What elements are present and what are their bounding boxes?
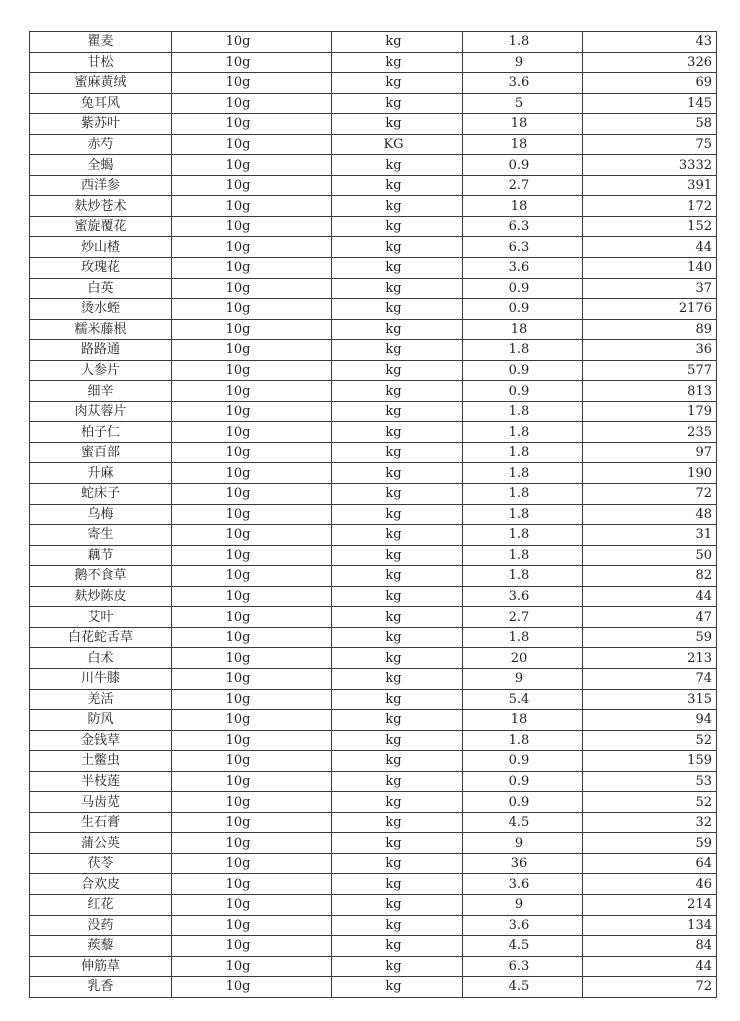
quantity-cell: 1.8 [463,545,583,566]
quantity-cell: 0.9 [463,155,583,176]
unit-cell: kg [332,73,463,94]
quantity-cell: 6.3 [463,237,583,258]
quantity-cell: 5.4 [463,689,583,710]
amount-cell: 47 [583,607,717,628]
amount-cell: 64 [583,853,717,874]
unit-cell: kg [332,648,463,669]
quantity-cell: 1.8 [463,32,583,53]
amount-cell: 59 [583,833,717,854]
quantity-cell: 4.5 [463,977,583,998]
quantity-cell: 18 [463,319,583,340]
herb-name-cell: 人参片 [30,360,172,381]
quantity-cell: 0.9 [463,360,583,381]
unit-cell: kg [332,196,463,217]
table-row [30,401,717,422]
quantity-cell: 18 [463,196,583,217]
spec-cell: 10g [172,114,332,135]
spec-cell: 10g [172,463,332,484]
herb-name-cell: 白花蛇舌草 [30,627,172,648]
amount-cell: 813 [583,381,717,402]
unit-cell: kg [332,977,463,998]
herb-name-cell: 烫水蛭 [30,299,172,320]
quantity-cell: 36 [463,853,583,874]
unit-cell: kg [332,627,463,648]
table-row [30,381,717,402]
amount-cell: 134 [583,915,717,936]
quantity-cell: 0.9 [463,792,583,813]
herb-name-cell: 寄生 [30,525,172,546]
herb-name-cell: 半枝莲 [30,771,172,792]
quantity-cell: 0.9 [463,278,583,299]
quantity-cell: 9 [463,894,583,915]
quantity-cell: 18 [463,114,583,135]
amount-cell: 391 [583,175,717,196]
quantity-cell: 3.6 [463,874,583,895]
unit-cell: kg [332,915,463,936]
quantity-cell: 18 [463,134,583,155]
quantity-cell: 6.3 [463,956,583,977]
unit-cell: kg [332,442,463,463]
table-row [30,730,717,751]
quantity-cell: 1.8 [463,422,583,443]
herb-name-cell: 细辛 [30,381,172,402]
herb-name-cell: 全蝎 [30,155,172,176]
amount-cell: 326 [583,52,717,73]
quantity-cell: 0.9 [463,751,583,772]
amount-cell: 37 [583,278,717,299]
unit-cell: kg [332,586,463,607]
unit-cell: kg [332,52,463,73]
unit-cell: kg [332,689,463,710]
amount-cell: 89 [583,319,717,340]
amount-cell: 190 [583,463,717,484]
table-row [30,874,717,895]
spec-cell: 10g [172,155,332,176]
spec-cell: 10g [172,894,332,915]
amount-cell: 82 [583,566,717,587]
amount-cell: 48 [583,504,717,525]
table-row [30,689,717,710]
herb-name-cell: 蒺藜 [30,936,172,957]
spec-cell: 10g [172,730,332,751]
table-row [30,442,717,463]
unit-cell: kg [332,422,463,443]
herb-name-cell: 茯苓 [30,853,172,874]
amount-cell: 140 [583,258,717,279]
unit-cell: kg [332,771,463,792]
table-row [30,93,717,114]
amount-cell: 44 [583,956,717,977]
quantity-cell: 2.7 [463,607,583,628]
herb-name-cell: 麸炒陈皮 [30,586,172,607]
spec-cell: 10g [172,833,332,854]
unit-cell: kg [332,360,463,381]
table-row [30,792,717,813]
unit-cell: kg [332,319,463,340]
table-row [30,237,717,258]
herb-name-cell: 玫瑰花 [30,258,172,279]
quantity-cell: 1.8 [463,627,583,648]
table-row [30,32,717,53]
quantity-cell: 9 [463,52,583,73]
table-row [30,134,717,155]
amount-cell: 213 [583,648,717,669]
spec-cell: 10g [172,525,332,546]
table-body [30,32,717,998]
quantity-cell: 18 [463,710,583,731]
herb-name-cell: 伸筋草 [30,956,172,977]
unit-cell: kg [332,874,463,895]
spec-cell: 10g [172,915,332,936]
unit-cell: kg [332,833,463,854]
spec-cell: 10g [172,237,332,258]
spec-cell: 10g [172,422,332,443]
table-row [30,155,717,176]
unit-cell: kg [332,792,463,813]
table-row [30,915,717,936]
spec-cell: 10g [172,93,332,114]
amount-cell: 50 [583,545,717,566]
table-row [30,566,717,587]
amount-cell: 74 [583,668,717,689]
quantity-cell: 1.8 [463,484,583,505]
spec-cell: 10g [172,627,332,648]
spec-cell: 10g [172,340,332,361]
spec-cell: 10g [172,812,332,833]
spec-cell: 10g [172,319,332,340]
herb-name-cell: 蛇床子 [30,484,172,505]
table-row [30,196,717,217]
quantity-cell: 2.7 [463,175,583,196]
unit-cell: kg [332,525,463,546]
herb-name-cell: 蜜麻黄绒 [30,73,172,94]
spec-cell: 10g [172,648,332,669]
unit-cell: kg [332,607,463,628]
herb-name-cell: 乳香 [30,977,172,998]
quantity-cell: 9 [463,833,583,854]
quantity-cell: 0.9 [463,299,583,320]
herb-name-cell: 蜜旋覆花 [30,216,172,237]
herb-name-cell: 兔耳风 [30,93,172,114]
quantity-cell: 4.5 [463,936,583,957]
herb-name-cell: 肉苁蓉片 [30,401,172,422]
spec-cell: 10g [172,442,332,463]
table-row [30,463,717,484]
spec-cell: 10g [172,607,332,628]
table-row [30,422,717,443]
table-row [30,545,717,566]
spec-cell: 10g [172,771,332,792]
herb-name-cell: 土鳖虫 [30,751,172,772]
amount-cell: 72 [583,977,717,998]
table-row [30,894,717,915]
amount-cell: 75 [583,134,717,155]
unit-cell: kg [332,237,463,258]
quantity-cell: 1.8 [463,730,583,751]
spec-cell: 10g [172,196,332,217]
spec-cell: 10g [172,32,332,53]
unit-cell: kg [332,114,463,135]
amount-cell: 315 [583,689,717,710]
spec-cell: 10g [172,134,332,155]
herb-name-cell: 白术 [30,648,172,669]
herb-name-cell: 羌活 [30,689,172,710]
herb-price-table [29,31,717,998]
spec-cell: 10g [172,381,332,402]
herb-name-cell: 白英 [30,278,172,299]
unit-cell: kg [332,401,463,422]
amount-cell: 36 [583,340,717,361]
herb-name-cell: 鹅不食草 [30,566,172,587]
amount-cell: 72 [583,484,717,505]
unit-cell: kg [332,504,463,525]
table-row [30,812,717,833]
unit-cell: kg [332,175,463,196]
amount-cell: 152 [583,216,717,237]
spec-cell: 10g [172,278,332,299]
herb-name-cell: 红花 [30,894,172,915]
herb-name-cell: 路路通 [30,340,172,361]
quantity-cell: 1.8 [463,442,583,463]
table-row [30,607,717,628]
herb-name-cell: 柏子仁 [30,422,172,443]
spec-cell: 10g [172,792,332,813]
table-row [30,771,717,792]
unit-cell: kg [332,730,463,751]
unit-cell: kg [332,299,463,320]
quantity-cell: 20 [463,648,583,669]
quantity-cell: 3.6 [463,73,583,94]
unit-cell: kg [332,258,463,279]
quantity-cell: 3.6 [463,258,583,279]
table-row [30,936,717,957]
spec-cell: 10g [172,710,332,731]
unit-cell: kg [332,545,463,566]
unit-cell: kg [332,463,463,484]
table-row [30,484,717,505]
quantity-cell: 0.9 [463,771,583,792]
table-row [30,319,717,340]
quantity-cell: 1.8 [463,566,583,587]
table-row [30,586,717,607]
table-row [30,216,717,237]
amount-cell: 52 [583,730,717,751]
amount-cell: 43 [583,32,717,53]
unit-cell: kg [332,853,463,874]
unit-cell: kg [332,566,463,587]
unit-cell: kg [332,956,463,977]
spec-cell: 10g [172,586,332,607]
spec-cell: 10g [172,299,332,320]
herb-name-cell: 马齿苋 [30,792,172,813]
unit-cell: kg [332,32,463,53]
amount-cell: 577 [583,360,717,381]
table-row [30,977,717,998]
table-row [30,299,717,320]
herb-name-cell: 升麻 [30,463,172,484]
quantity-cell: 3.6 [463,586,583,607]
herb-name-cell: 藕节 [30,545,172,566]
amount-cell: 179 [583,401,717,422]
amount-cell: 214 [583,894,717,915]
table-row [30,258,717,279]
amount-cell: 172 [583,196,717,217]
quantity-cell: 1.8 [463,525,583,546]
amount-cell: 44 [583,586,717,607]
herb-name-cell: 糯米藤根 [30,319,172,340]
amount-cell: 58 [583,114,717,135]
amount-cell: 3332 [583,155,717,176]
unit-cell: kg [332,278,463,299]
herb-name-cell: 瞿麦 [30,32,172,53]
quantity-cell: 1.8 [463,504,583,525]
unit-cell: kg [332,812,463,833]
herb-name-cell: 麸炒苍术 [30,196,172,217]
unit-cell: KG [332,134,463,155]
herb-name-cell: 蜜百部 [30,442,172,463]
quantity-cell: 3.6 [463,915,583,936]
table-row [30,278,717,299]
quantity-cell: 6.3 [463,216,583,237]
table-row [30,627,717,648]
table-row [30,710,717,731]
amount-cell: 69 [583,73,717,94]
amount-cell: 2176 [583,299,717,320]
herb-name-cell: 合欢皮 [30,874,172,895]
amount-cell: 97 [583,442,717,463]
amount-cell: 145 [583,93,717,114]
spec-cell: 10g [172,216,332,237]
spec-cell: 10g [172,401,332,422]
quantity-cell: 4.5 [463,812,583,833]
herb-name-cell: 炒山楂 [30,237,172,258]
quantity-cell: 0.9 [463,381,583,402]
quantity-cell: 1.8 [463,340,583,361]
spec-cell: 10g [172,504,332,525]
table-row [30,340,717,361]
spec-cell: 10g [172,751,332,772]
unit-cell: kg [332,751,463,772]
quantity-cell: 1.8 [463,463,583,484]
spec-cell: 10g [172,936,332,957]
amount-cell: 94 [583,710,717,731]
spec-cell: 10g [172,566,332,587]
unit-cell: kg [332,668,463,689]
spec-cell: 10g [172,175,332,196]
unit-cell: kg [332,381,463,402]
unit-cell: kg [332,710,463,731]
unit-cell: kg [332,894,463,915]
spec-cell: 10g [172,484,332,505]
amount-cell: 59 [583,627,717,648]
herb-name-cell: 西洋参 [30,175,172,196]
unit-cell: kg [332,936,463,957]
table-row [30,648,717,669]
amount-cell: 84 [583,936,717,957]
quantity-cell: 1.8 [463,401,583,422]
table-row [30,853,717,874]
unit-cell: kg [332,216,463,237]
herb-name-cell: 乌梅 [30,504,172,525]
spec-cell: 10g [172,73,332,94]
amount-cell: 52 [583,792,717,813]
table-row [30,504,717,525]
spec-cell: 10g [172,668,332,689]
spec-cell: 10g [172,977,332,998]
herb-name-cell: 金钱草 [30,730,172,751]
spec-cell: 10g [172,545,332,566]
spec-cell: 10g [172,360,332,381]
herb-name-cell: 赤芍 [30,134,172,155]
herb-name-cell: 生石膏 [30,812,172,833]
spec-cell: 10g [172,853,332,874]
herb-name-cell: 川牛膝 [30,668,172,689]
herb-name-cell: 紫苏叶 [30,114,172,135]
spec-cell: 10g [172,956,332,977]
spec-cell: 10g [172,258,332,279]
amount-cell: 53 [583,771,717,792]
table-row [30,360,717,381]
quantity-cell: 9 [463,668,583,689]
table-row [30,114,717,135]
unit-cell: kg [332,155,463,176]
table-row [30,668,717,689]
spec-cell: 10g [172,874,332,895]
amount-cell: 44 [583,237,717,258]
table-row [30,751,717,772]
amount-cell: 235 [583,422,717,443]
herb-name-cell: 甘松 [30,52,172,73]
table-row [30,73,717,94]
herb-name-cell: 没药 [30,915,172,936]
table-row [30,833,717,854]
amount-cell: 31 [583,525,717,546]
table-row [30,525,717,546]
unit-cell: kg [332,484,463,505]
table-row [30,956,717,977]
table-row [30,175,717,196]
herb-name-cell: 蒲公英 [30,833,172,854]
amount-cell: 159 [583,751,717,772]
herb-name-cell: 防风 [30,710,172,731]
amount-cell: 46 [583,874,717,895]
unit-cell: kg [332,93,463,114]
herb-name-cell: 艾叶 [30,607,172,628]
spec-cell: 10g [172,52,332,73]
spec-cell: 10g [172,689,332,710]
amount-cell: 32 [583,812,717,833]
quantity-cell: 5 [463,93,583,114]
unit-cell: kg [332,340,463,361]
table-row [30,52,717,73]
